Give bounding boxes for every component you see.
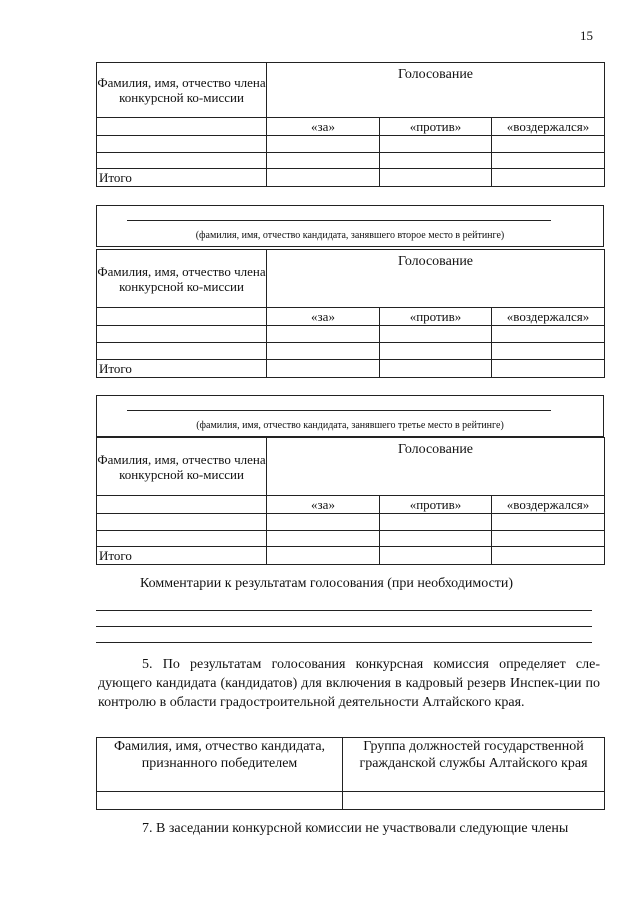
table-row	[97, 343, 605, 360]
option-abstained-header: «воздержался»	[492, 118, 605, 136]
option-for-header: «за»	[267, 118, 380, 136]
page-number: 15	[580, 28, 593, 43]
table-row	[97, 514, 605, 531]
vote-table-third-candidate	[96, 437, 605, 565]
voting-header: Голосование	[267, 63, 605, 118]
total-label: Итого	[97, 169, 267, 187]
comments-line	[96, 626, 592, 627]
table-row	[97, 531, 605, 547]
total-label: Итого	[97, 547, 267, 565]
vote-table-first-candidate	[96, 62, 605, 187]
table-row	[97, 136, 605, 153]
option-abstained-header: «воздержался»	[492, 496, 605, 514]
table-row	[97, 153, 605, 169]
member-column-header: Фамилия, имя, отчество члена конкурсной ко-миссии	[97, 63, 267, 118]
table-cell	[97, 496, 267, 514]
member-column-header: Фамилия, имя, отчество члена конкурсной ко-миссии	[97, 250, 267, 308]
voting-header: Голосование	[267, 250, 605, 308]
winner-name-header: Фамилия, имя, отчество кандидата, признанного победителем	[97, 738, 343, 792]
paragraph-5: 5. По результатам голосования конкурсная комиссия определяет сле-дующего кандидата (кандидатов) для включения в кадровый резерв Инспек-ции по контролю в области градостроительной деятельности Алтайского края.	[98, 657, 600, 710]
voting-header: Голосование	[267, 438, 605, 496]
candidate-second-caption: (фамилия, имя, отчество кандидата, занявшего второе место в рейтинге)	[195, 230, 505, 241]
candidate-third-caption: (фамилия, имя, отчество кандидата, занявшего третье место в рейтинге)	[196, 420, 504, 431]
candidate-third-box	[96, 395, 604, 437]
option-for-header: «за»	[267, 308, 380, 326]
candidate-second-box	[96, 205, 604, 247]
option-for-header: «за»	[267, 496, 380, 514]
comments-line	[96, 642, 592, 643]
table-cell	[97, 308, 267, 326]
option-abstained-header: «воздержался»	[492, 308, 605, 326]
option-against-header: «против»	[380, 496, 492, 514]
option-against-header: «против»	[380, 308, 492, 326]
comments-line	[96, 610, 592, 611]
table-row	[97, 326, 605, 343]
paragraph-7: 7. В заседании конкурсной комиссии не участвовали следующие члены	[142, 821, 569, 836]
vote-table-second-candidate	[96, 249, 605, 378]
winner-table	[96, 737, 605, 810]
position-group-header: Группа должностей государственной гражданской службы Алтайского края	[343, 738, 605, 792]
comments-label: Комментарии к результатам голосования (при необходимости)	[140, 576, 514, 591]
total-label: Итого	[97, 360, 267, 378]
member-column-header: Фамилия, имя, отчество члена конкурсной ко-миссии	[97, 438, 267, 496]
candidate-name-line	[127, 220, 551, 221]
candidate-name-line	[127, 410, 551, 411]
table-cell	[97, 118, 267, 136]
option-against-header: «против»	[380, 118, 492, 136]
table-row	[97, 792, 605, 810]
